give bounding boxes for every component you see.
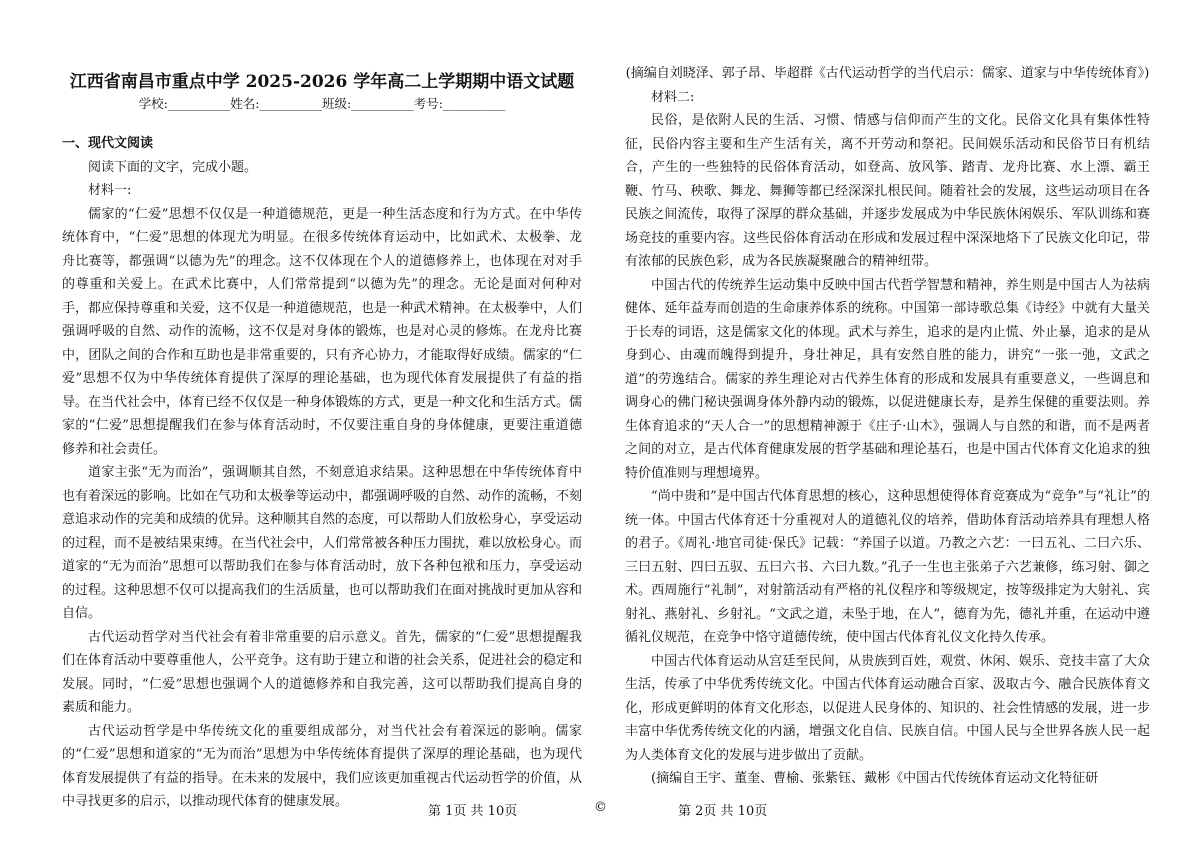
instruction-text: 阅读下面的文字，完成小题。 xyxy=(88,159,258,175)
section-heading: 一、现代文阅读 xyxy=(62,136,154,151)
material2-paragraph-3: “尚中贵和”是中国古代体育思想的核心，这种思想使得体育竞赛成为“竞争”与“礼让”的统一体。中国古代体育还十分重视对人的道德礼仪的培养，借助体育活动培养具有理想人格的君子。《周礼·地官司徒·保氏》记载：“养国子以道。乃教之六艺：一曰五礼、二曰六乐、三曰五射、四曰五驭、五曰六书、六曰九数。”孔子一生也主张弟子六艺兼修，练习射、御之术。西周施行“礼制”，对射箭活动有严格的礼仪程序和等级规定，按等级排定为大射礼、宾射礼、燕射礼、乡射礼。“文武之道，未坠于地，在人”，德育为先，德礼并重，在运动中遵循礼仪规范，在竞争中恪守道德传统，使中国古代体育礼仪文化持久传承。 xyxy=(625,489,1150,645)
exam-title: 江西省南昌市重点中学 2025-2026 学年高二上学期期中语文试题 xyxy=(69,72,575,92)
material2-label: 材料二: xyxy=(651,89,695,105)
right-page-number: 第 2页 共 10页 xyxy=(678,804,768,819)
material1-paragraph-3: 古代运动哲学对当代社会有着非常重要的启示意义。首先，儒家的“仁爱”思想提醒我们在体育活动中要尊重他人，公平竞争。这有助于建立和谐的社会关系，促进社会的稳定和发展。同时，“仁爱”思想也强调个人的道德修养和自我完善，这可以帮助我们提高自身的素质和能力。 xyxy=(62,629,583,715)
material2-paragraph-4: 中国古代体育运动从宫廷至民间，从贵族到百姓，观赏、休闲、娱乐、竞技丰富了大众生活，传承了中华优秀传统文化。中国古代体育运动融合百家、汲取古今、融合民族体育文化，形成更鲜明的体育文化形态，以促进人民身体的、知识的、社会性情感的发展，进一步丰富中华优秀传统文化的内涵，增强文化自信、民族自信。中国人民与全世界各族人民一起为人类体育文化的发展与进步做出了贡献。 xyxy=(625,653,1150,763)
material1-paragraph-4: 古代运动哲学是中华传统文化的重要组成部分，对当代社会有着深远的影响。儒家的“仁爱”思想和道家的“无为而治”思想为中华传统体育提供了深厚的理论基础，也为现代体育发展提供了有益的指导。在未来的发展中，我们应该更加重视古代运动哲学的价值，从中寻找更多的启示，以推动现代体育的健康发展。 xyxy=(62,723,583,809)
left-column xyxy=(62,60,582,814)
material1-label: 材料一: xyxy=(88,183,132,198)
student-info-line: 学校:__________姓名:__________班级:__________考号:__________ xyxy=(138,96,506,111)
material2-source: (摘编自王宇、董奎、曹榆、张紫钰、戴彬《中国古代传统体育运动文化特征研 xyxy=(651,771,1099,786)
material2-paragraph-1: 民俗，是依附人民的生活、习惯、情感与信仰而产生的文化。民俗文化具有集体性特征，民俗内容主要和生产生活有关，离不开劳动和祭祀。民间娱乐活动和民俗节日有机结合，产生的一些独特的民俗体育活动，如登高、放风筝、踏青、龙舟比赛、水上漂、霸王鞭、竹马、秧歌、舞龙、舞狮等都已经深深扎根民间。随着社会的发展，这些运动项目在各民族之间流传，取得了深厚的群众基础，并逐步发展成为中华民族休闲娱乐、军队训练和赛场竞技的重要内容。这些民俗体育活动在形成和发展过程中深深地烙下了民族文化印记，带有浓郁的民族色彩，成为各民族凝聚融合的精神纽带。 xyxy=(625,113,1150,269)
left-page-number: 第 1页 共 10页 xyxy=(428,804,518,819)
center-mark: © xyxy=(594,800,607,815)
material1-source: (摘编自刘晓泽、郭子昂、毕超群《古代运动哲学的当代启示：儒家、道家与中华传统体育》) xyxy=(625,66,1150,81)
material2-paragraph-2: 中国古代的传统养生运动集中反映中国古代哲学智慧和精神，养生则是中国古人为祛病健体、延年益寿而创造的生命康养体系的统称。中国第一部诗歌总集《诗经》中就有大量关于长寿的词语，这是儒家文化的体现。武术与养生，追求的是内止慌、外止暴，追求的是从身到心、由魂而魄得到提升，身壮神足，具有安然自胜的能力，讲究“一张一弛，文武之道”的劳逸结合。儒家的养生理论对古代养生体育的形成和发展具有重要意义，一些调息和调身心的佛门秘诀强调身体外静内动的锻炼，以促进健康长寿，是养生保健的重要法则。养生体育追求的“天人合一”的思想精神源于《庄子·山木》，强调人与自然的和谐，而不是两者之间的对立，是古代体育健康发展的哲学基础和理论基石，也是中国古代体育文化追求的独特价值准则与理想境界。 xyxy=(625,277,1150,481)
material1-paragraph-2: 道家主张“无为而治”，强调顺其自然，不刻意追求结果。这种思想在中华传统体育中也有着深远的影响。比如在气功和太极拳等运动中，都强调呼吸的自然、动作的流畅，不刻意追求动作的完美和成绩的优异。这种顺其自然的态度，可以帮助人们放松身心，享受运动的过程，而不是被结果束缚。在当代社会中，人们常常被各种压力围扰，难以放松身心。而道家的“无为而治”思想可以帮助我们在参与体育活动时，放下各种包袱和压力，享受运动的过程。这种思想不仅可以提高我们的生活质量，也可以帮助我们在面对挑战时更加从容和自信。 xyxy=(62,465,583,621)
right-column xyxy=(625,62,1150,791)
material1-paragraph-1: 儒家的“仁爱”思想不仅仅是一种道德规范，更是一种生活态度和行为方式。在中华传统体育中，“仁爱”思想的体现尤为明显。在很多传统体育运动中，比如武术、太极拳、龙舟比赛等，都强调“以德为先”的理念。这不仅体现在个人的道德修养上，也体现在对对手的尊重和关爱上。在武术比赛中，人们常常提到“以德为先”的理念。无论是面对何种对手，都应保持尊重和关爱，这不仅是一种道德规范，也是一种武术精神。在太极拳中，人们强调呼吸的自然、动作的流畅，这不仅是对身体的锻炼，也是对心灵的修炼。在龙舟比赛中，团队之间的合作和互助也是非常重要的，只有齐心协力，才能取得好成绩。儒家的“仁爱”思想不仅为中华传统体育提供了深厚的理论基础，也为现代体育发展提供了有益的指导。在当代社会中，体育已经不仅仅是一种身体锻炼的方式，更是一种文化和生活方式。儒家的“仁爱”思想提醒我们在参与体育活动时，不仅要注重自身的身体健康，更要注重道德修养和社会责任。 xyxy=(62,206,583,457)
